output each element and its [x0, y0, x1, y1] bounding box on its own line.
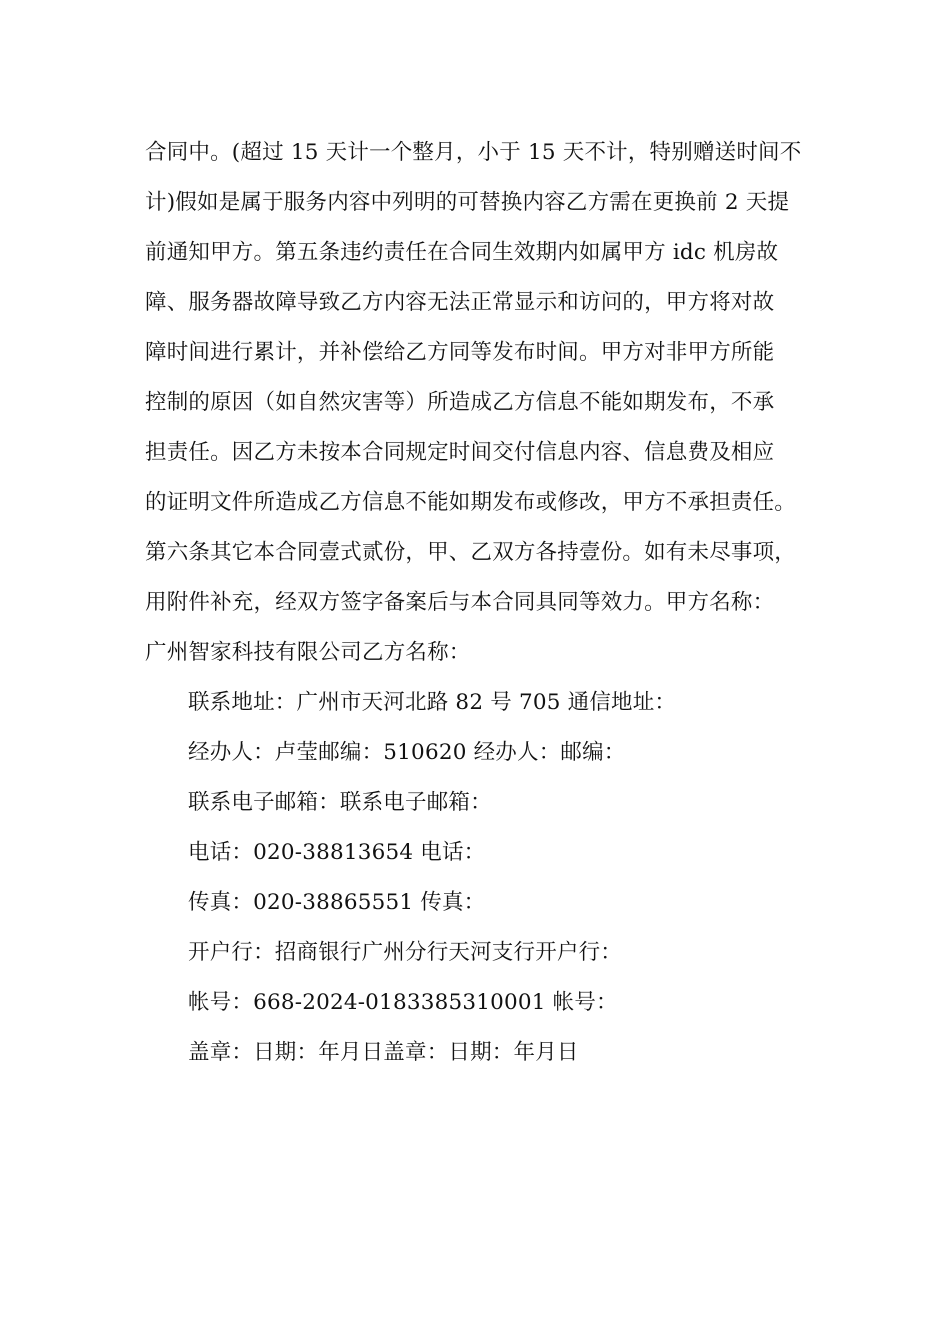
contact-fax-line: 传真：020-38865551 传真：: [188, 890, 486, 915]
paragraph-line: 前通知甲方。第五条违约责任在合同生效期内如属甲方 idc 机房故: [145, 240, 779, 265]
signature-date-line: 盖章：日期：年月日盖章：日期：年月日: [188, 1040, 579, 1065]
contact-phone-line: 电话：020-38813654 电话：: [188, 840, 486, 865]
paragraph-line: 合同中。(超过 15 天计一个整月，小于 15 天不计，特别赠送时间不: [145, 140, 802, 165]
contact-email-line: 联系电子邮箱：联系电子邮箱：: [188, 790, 492, 815]
paragraph-line: 障时间进行累计，并补偿给乙方同等发布时间。甲方对非甲方所能: [145, 340, 775, 365]
paragraph-line: 控制的原因（如自然灾害等）所造成乙方信息不能如期发布，不承: [145, 390, 775, 415]
paragraph-line: 担责任。因乙方未按本合同规定时间交付信息内容、信息费及相应: [145, 440, 775, 465]
paragraph-line: 计)假如是属于服务内容中列明的可替换内容乙方需在更换前 2 天提: [145, 190, 790, 215]
paragraph-line: 第六条其它本合同壹式贰份，甲、乙双方各持壹份。如有未尽事项，: [145, 540, 797, 565]
paragraph-line: 用附件补充，经双方签字备案后与本合同具同等效力。甲方名称：: [145, 590, 775, 615]
paragraph-line: 障、服务器故障导致乙方内容无法正常显示和访问的，甲方将对故: [145, 290, 775, 315]
paragraph-line: 广州智家科技有限公司乙方名称：: [145, 640, 471, 665]
contact-address-line: 联系地址：广州市天河北路 82 号 705 通信地址：: [188, 690, 677, 715]
contract-text: [145, 128, 825, 1078]
paragraph-line: 的证明文件所造成乙方信息不能如期发布或修改，甲方不承担责任。: [145, 490, 797, 515]
contact-account-line: 帐号：668-2024-0183385310001 帐号：: [188, 990, 618, 1015]
contact-bank-line: 开户行：招商银行广州分行天河支行开户行：: [188, 940, 623, 965]
contact-person-line: 经办人：卢莹邮编：510620 经办人：邮编：: [188, 740, 626, 765]
